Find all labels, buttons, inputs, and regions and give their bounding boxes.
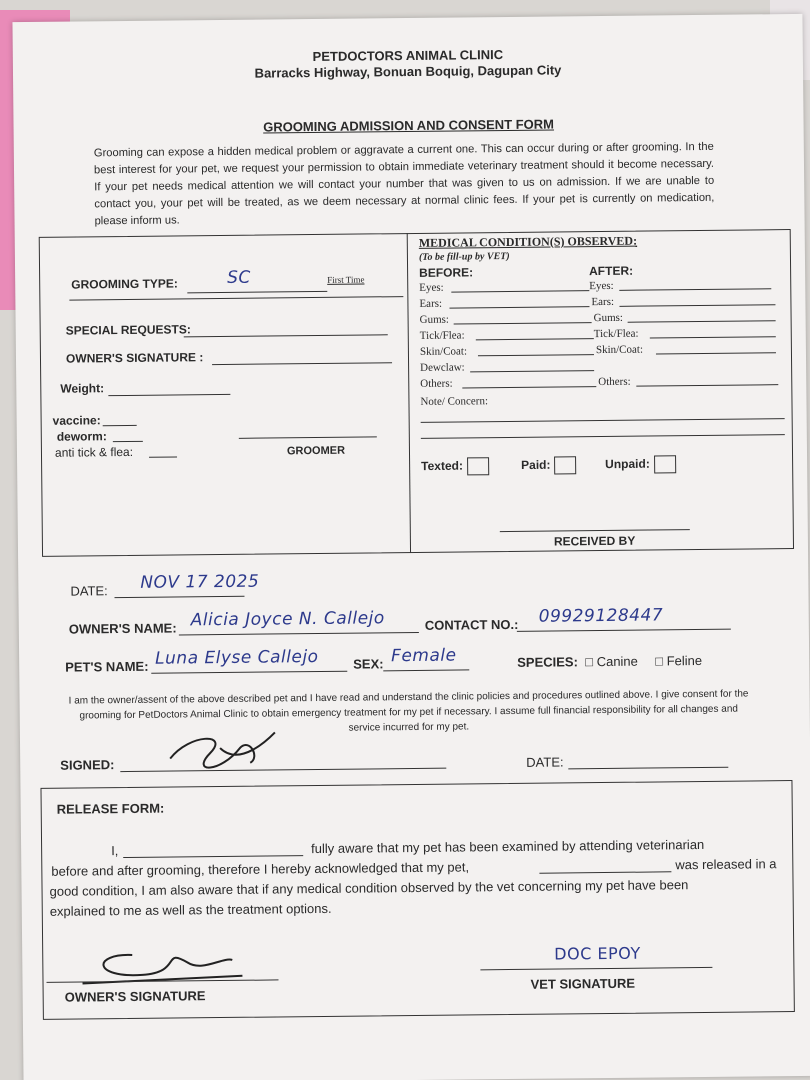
before-dewclaw: Dewclaw:: [420, 361, 465, 374]
sex-value[interactable]: Female: [391, 645, 457, 667]
release-part4: good condition, I am also aware that if any medical condition observed by the vet concerning my pet have been: [49, 877, 689, 899]
deworm-label: deworm:: [56, 429, 107, 444]
release-part2: before and after grooming, therefore I hereby acknowledged that my pet,: [51, 859, 470, 879]
consent-paragraph: I am the owner/assent of the above described pet and I have read and understand the clinic policies and procedures outlined above. I give consent for the grooming for PetDoctors Animal Clinic to obtain emergency treatment for my pet if necessary. I assume full financial responsibility for all changes and service incurred for my pet.: [68, 688, 749, 734]
before-tickflea: Tick/Flea:: [419, 329, 465, 342]
after-label: AFTER:: [589, 263, 634, 279]
after-tickflea: Tick/Flea:: [593, 327, 639, 341]
owner-name-line: [179, 632, 419, 636]
after-gums: Gums:: [593, 311, 623, 325]
date-label: DATE:: [70, 583, 108, 599]
contact-value[interactable]: 09929128447: [538, 605, 664, 627]
texted-text: Texted:: [421, 458, 464, 474]
date2-label: DATE:: [526, 754, 564, 770]
sex-label: SEX:: [353, 656, 384, 672]
grooming-type-value[interactable]: SC: [227, 267, 251, 288]
species-label: SPECIES:: [517, 654, 578, 670]
after-ears: Ears:: [591, 295, 615, 309]
note-concern-label: Note/ Concern:: [420, 395, 489, 408]
signed-label: SIGNED:: [60, 757, 115, 773]
texted-checkbox[interactable]: [467, 457, 489, 475]
unpaid-label: [605, 455, 676, 474]
date2-line: [568, 767, 728, 770]
before-gums: Gums:: [419, 313, 450, 326]
grooming-type-label: GROOMING TYPE:: [71, 276, 178, 292]
release-owner-signature-label: OWNER'S SIGNATURE: [64, 988, 206, 1005]
owner-signature-label: OWNER'S SIGNATURE :: [65, 350, 204, 366]
contact-label: CONTACT NO.:: [424, 616, 519, 633]
owner-name-label: OWNER'S NAME:: [68, 620, 177, 637]
release-part3: was released in a: [675, 856, 777, 873]
special-requests-label: SPECIAL REQUESTS:: [65, 322, 191, 338]
medical-title: MEDICAL CONDITION(S) OBSERVED:: [418, 233, 638, 250]
vet-signature-value: DOC EPOY: [554, 943, 641, 964]
after-eyes: Eyes:: [589, 279, 614, 293]
vet-signature-label: VET SIGNATURE: [530, 975, 636, 992]
after-others: Others:: [598, 375, 631, 389]
form-paper: [12, 14, 810, 1080]
after-skincoat: Skin/Coat:: [595, 343, 644, 357]
first-time-label: First Time: [327, 274, 365, 285]
canine-option[interactable]: □ Canine: [585, 653, 638, 670]
received-by-label: RECEIVED BY: [553, 533, 636, 549]
intro-paragraph: Grooming can expose a hidden medical problem or aggravate a current one. This can occur during or after grooming. In the best interest for your pet, we request your permission to obtain immediate veterinary treatment should it become necessary. If your pet needs medical attention we will contact your number that was given to us on admission. If we are unable to contact you, your pet will be treated, as we deem necessary at normal clinic fees. If your pet is currently on medication, please inform us.: [93, 140, 715, 228]
before-label: BEFORE:: [419, 265, 474, 280]
form-title: GROOMING ADMISSION AND CONSENT FORM: [263, 116, 555, 135]
paid-label: [521, 456, 577, 475]
before-others: Others:: [420, 377, 453, 390]
weight-label: Weight:: [60, 381, 105, 396]
before-skincoat: Skin/Coat:: [419, 345, 468, 358]
release-i: I,: [111, 843, 119, 859]
anti-tick-label: anti tick & flea:: [54, 444, 134, 460]
release-owner-signature-drawing: [72, 942, 243, 994]
release-part5: explained to me as well as the treatment options.: [49, 900, 332, 919]
vaccine-label: vaccine:: [52, 413, 101, 428]
medical-subtitle: (To be fill-up by VET): [418, 250, 510, 263]
clinic-address: Barracks Highway, Bonuan Boquig, Dagupan City: [254, 62, 562, 81]
date-value[interactable]: NOV 17 2025: [140, 571, 260, 593]
owner-signature-drawing: [160, 727, 281, 778]
pet-name-label: PET'S NAME:: [65, 658, 149, 675]
paid-text: Paid:: [521, 457, 551, 473]
unpaid-checkbox[interactable]: [654, 455, 676, 473]
release-title: RELEASE FORM:: [56, 800, 165, 817]
pet-name-line: [151, 671, 347, 674]
before-eyes: Eyes:: [419, 281, 444, 294]
before-ears: Ears:: [419, 297, 443, 310]
pet-name-value[interactable]: Luna Elyse Callejo: [155, 646, 319, 669]
groomer-label: GROOMER: [286, 444, 346, 458]
date-line: [114, 596, 244, 598]
texted-label: [421, 457, 489, 476]
owner-name-value[interactable]: Alicia Joyce N. Callejo: [190, 608, 385, 631]
clinic-name: PETDOCTORS ANIMAL CLINIC: [312, 47, 504, 65]
feline-option[interactable]: □ Feline: [655, 652, 703, 669]
release-part1: fully aware that my pet has been examined by attending veterinarian: [311, 836, 705, 857]
sex-line: [383, 669, 469, 671]
unpaid-text: Unpaid:: [605, 456, 650, 472]
paid-checkbox[interactable]: [554, 456, 576, 474]
contact-line: [517, 629, 731, 632]
